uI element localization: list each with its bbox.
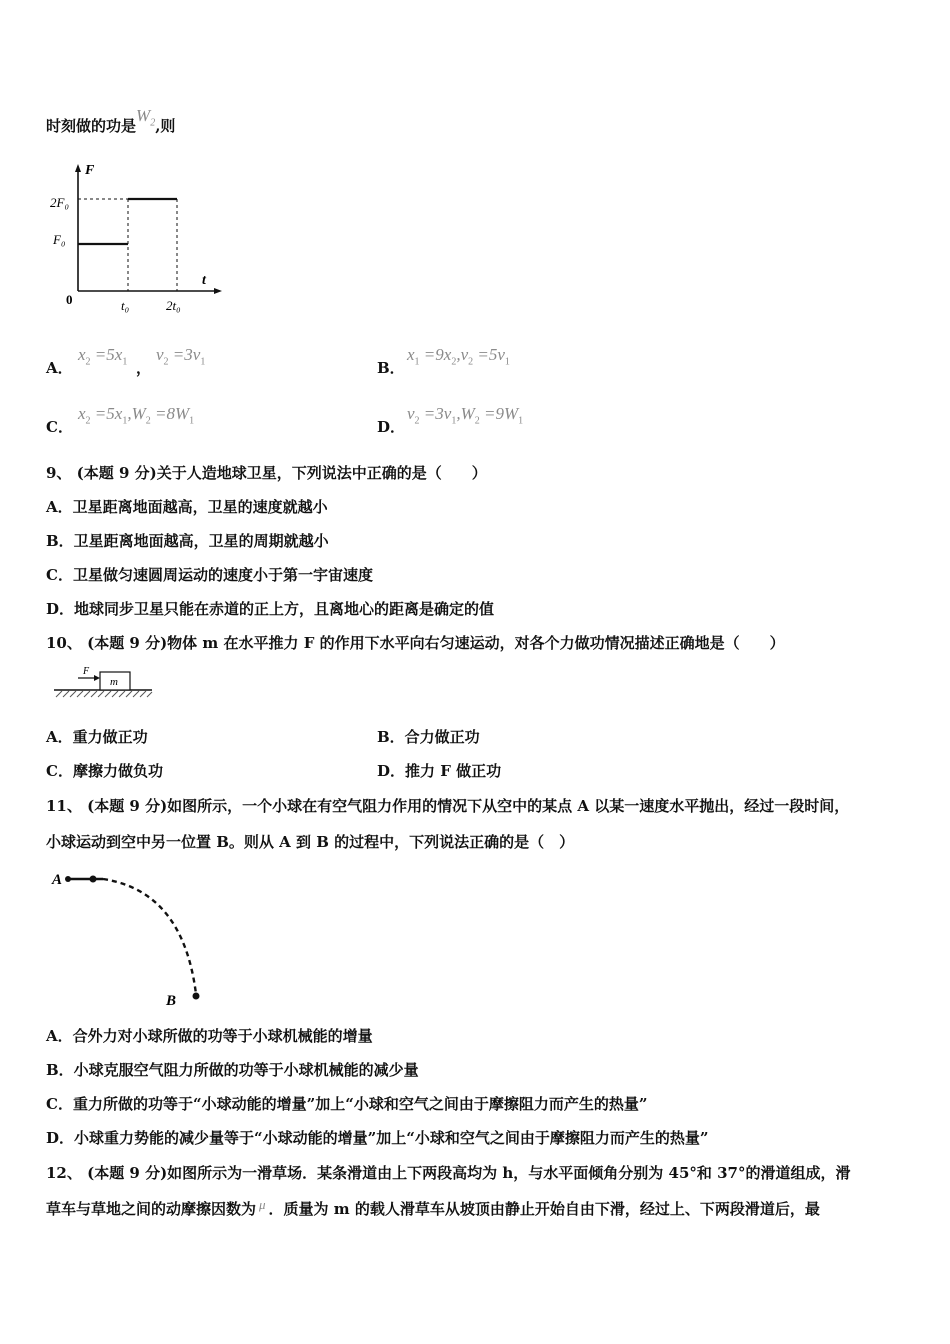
q9-stem: 9、 (本题 9 分)关于人造地球卫星，下列说法中正确的是（ ） [46,464,487,482]
ground-hatching [56,691,152,697]
top-line-prefix: 时刻做的功是 [46,117,137,135]
force-time-graph [44,158,229,318]
q8-option-b-formula: $x_1 =9x_2,v_2 =5v_1$ [407,345,510,368]
q11-option-d: D．小球重力势能的减少量等于“小球动能的增量”加上“小球和空气之间由于摩擦阻力而产生的热量” [46,1129,709,1147]
q11-option-b: B．小球克服空气阻力所做的功等于小球机械能的减少量 [46,1061,419,1079]
q11-option-a: A．合外力对小球所做的功等于小球机械能的增量 [46,1027,373,1045]
q8-option-a-formula: $x_2 =5x_1$ [78,345,128,368]
q9-option-d: D．地球同步卫星只能在赤道的正上方，且离地心的距离是确定的值 [46,600,495,618]
q8-option-a-label: A． [46,359,73,377]
q10-option-c: C．摩擦力做负功 [46,762,163,780]
q9-option-c: C．卫星做匀速圆周运动的速度小于第一宇宙速度 [46,566,373,584]
x-tick-t0: t₀ [121,298,130,313]
block-label: m [110,676,118,688]
q11-stem-line1: 11、 (本题 9 分)如图所示，一个小球在有空气阻力作用的情况下从空中的某点 A 以某一速度水平抛出，经过一段时间， [46,797,850,815]
y-axis-label: F [85,163,95,178]
q8-option-d-formula: $v_2 =3v_1,W_2 =9W_1$ [407,404,524,427]
q8-option-c-formula: $x_2 =5x_1,W_2 =8W_1$ [78,404,195,427]
q10-option-d: D．推力 F 做正功 [377,762,502,780]
projectile-figure [48,866,213,1012]
trajectory-path [103,879,196,994]
q8-option-c-label: C． [46,418,73,436]
y-tick-2f0: 2F₀ [50,195,69,210]
q8-option-d-label: D． [377,418,406,436]
origin-label: 0 [66,292,73,307]
x-axis-label: t [202,273,206,288]
q10-stem: 10、 (本题 9 分)物体 m 在水平推力 F 的作用下水平向右匀速运动，对各个力做功情况描述正确地是（ ） [46,634,785,652]
y-axis-arrow [75,164,81,172]
force-label: F [83,666,90,677]
q8-option-a-sep: ， [136,359,152,377]
y-tick-f0: F₀ [53,232,66,247]
work-symbol: $W_2$ [136,106,156,129]
q8-option-b-label: B． [377,359,405,377]
point-b-dot [193,993,200,1000]
point-b-label: B [166,993,177,1009]
top-line [46,106,176,143]
top-line-suffix: ,则 [155,117,176,135]
q11-stem-line2: 小球运动到空中另一位置 B。则从 A 到 B 的过程中，下列说法正确的是（ ） [46,833,575,851]
q9-option-a: A．卫星距离地面越高，卫星的速度就越小 [46,498,328,516]
q8-option-a-formula-2: $v_2 =3v_1$ [156,345,206,368]
q9-option-b: B．卫星距离地面越高，卫星的周期就越小 [46,532,329,550]
x-axis-arrow [214,288,222,294]
q11-option-c: C．重力所做的功等于“小球动能的增量”加上“小球和空气之间由于摩擦阻力而产生的热量” [46,1095,648,1113]
q10-option-b: B．合力做正功 [377,728,480,746]
force-arrow-head [94,675,100,681]
point-a-label: A [52,872,63,888]
q12-line1: 12、 (本题 9 分)如图所示为一滑草场．某条滑道由上下两段高均为 h，与水平面倾角分别为 45°和 37°的滑道组成，滑 [46,1164,851,1182]
x-tick-2t0: 2t₀ [166,298,181,313]
mu-symbol: μ [259,1197,266,1212]
block-push-figure [52,664,157,700]
q10-option-a: A．重力做正功 [46,728,148,746]
point-a-dot [65,876,71,882]
q12-line2: 草车与草地之间的动摩擦因数为 μ ．质量为 m 的载人滑草车从坡顶由静止开始自由下滑，经过上、下两段滑道后，最 [46,1197,820,1218]
ball-at-a [90,876,97,883]
